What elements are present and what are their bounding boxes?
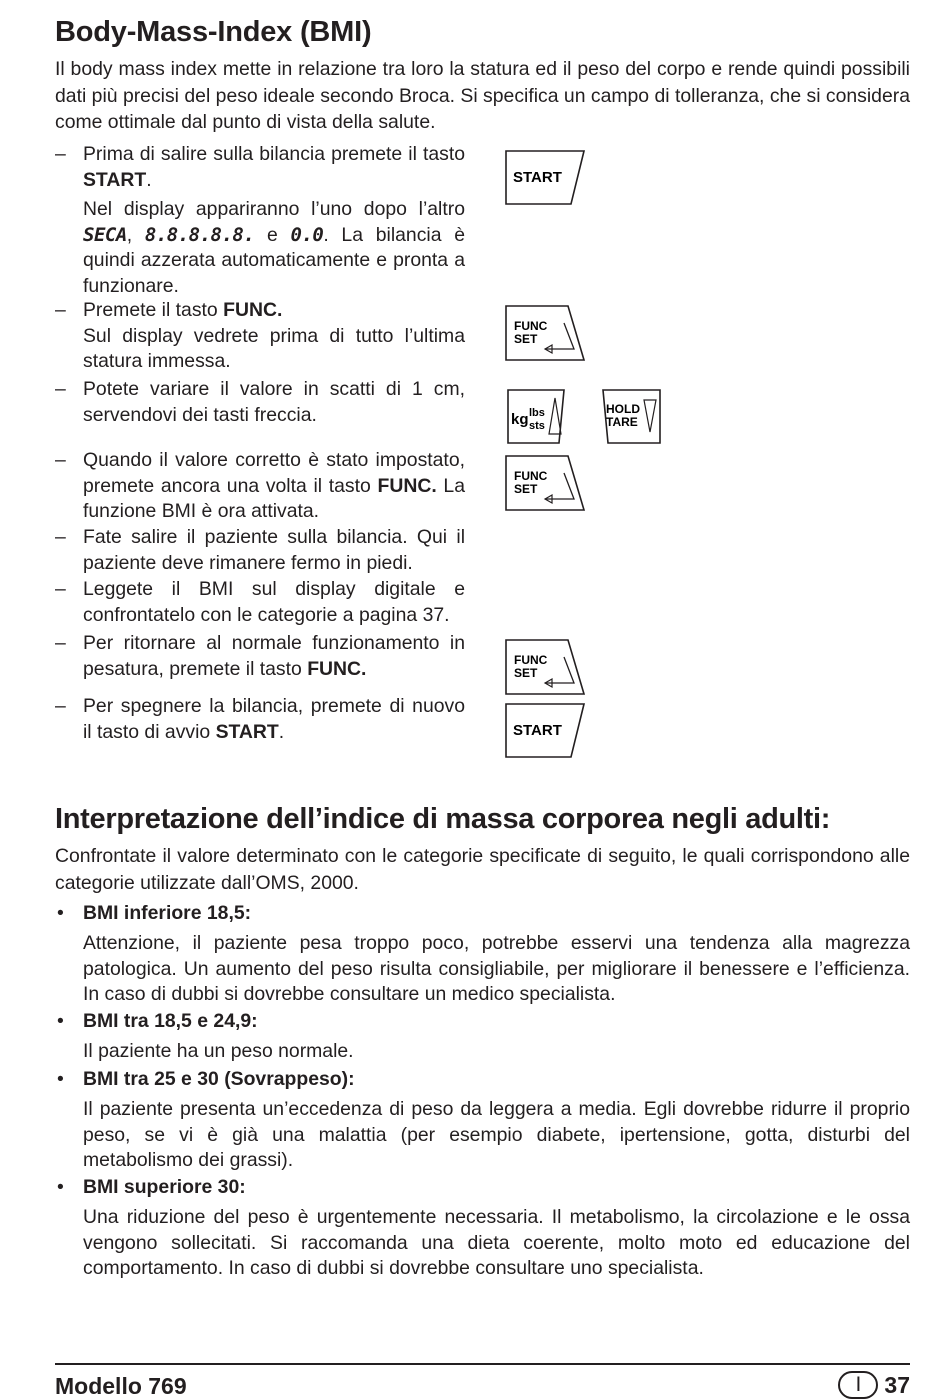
hold-tare-key-icon xyxy=(602,388,664,446)
section-intro: Confrontate il valore determinato con le categorie specificate di seguito, le quali corrispondono alle categorie utilizzate dall’OMS, 2000. xyxy=(55,845,910,894)
category-heading: • BMI tra 18,5 e 24,9: xyxy=(57,1010,258,1032)
svg-text:kg: kg xyxy=(511,411,529,428)
func-set-key-icon xyxy=(505,455,587,513)
kg-lbs-sts-key-icon xyxy=(507,388,567,446)
svg-text:SET: SET xyxy=(514,666,538,680)
step-func-confirm: – Quando il valore corretto è stato impostato, premete ancora una volta il tasto FUNC. La funzione BMI è ora attivata. xyxy=(55,449,465,522)
footer-model: Modello 769 xyxy=(55,1373,187,1399)
svg-text:FUNC: FUNC xyxy=(514,653,548,667)
display-all-segments: 8.8.8.8.8. xyxy=(144,223,255,246)
display-zero: 0.0 xyxy=(290,223,324,246)
section-title: Interpretazione dell’indice di massa corporea negli adulti: xyxy=(55,803,831,835)
svg-text:FUNC: FUNC xyxy=(514,319,548,333)
step-patient: – Fate salire il paziente sulla bilancia. Qui il paziente deve rimanere fermo in piedi. xyxy=(55,526,465,574)
display-sequence-text: Nel display appariranno l’uno dopo l’altro SECA, 8.8.8.8.8. e 0.0. La bilancia è quindi azzerata automaticamente e pronta a funzionare. xyxy=(83,198,465,297)
step-off: – Per spegnere la bilancia, premete di nuovo il tasto di avvio START. xyxy=(55,695,465,743)
footer-page xyxy=(838,1371,910,1399)
footer-rule xyxy=(55,1363,910,1365)
step-func: – Premete il tasto FUNC. Sul display vedrete prima di tutto l’ultima statura immessa. xyxy=(55,299,465,372)
language-badge: I xyxy=(838,1371,878,1399)
category-heading: • BMI tra 25 e 30 (Sovrappeso): xyxy=(57,1068,355,1090)
step-read-bmi: – Leggete il BMI sul display digitale e confrontatelo con le categorie a pagina 37. xyxy=(55,578,465,626)
step-start: – Prima di salire sulla bilancia premete il tasto START. Nel display appariranno l’uno dopo l’altro SECA, 8.8.8.8.8. e 0.0. La bilancia è quindi azzerata automaticamente e pronta a funzionare. xyxy=(55,142,465,299)
intro-paragraph: Il body mass index mette in relazione tra loro la statura ed il peso del corpo e rende quindi possibili dati più precisi del peso ideale secondo Broca. Si specifica un campo di tolleranza, che si considera come ottimale dal punto di vista della salute. xyxy=(55,58,910,133)
start-key-icon xyxy=(505,150,585,206)
page-title: Body-Mass-Index (BMI) xyxy=(55,16,372,48)
category-description: Il paziente presenta un’eccedenza di peso da leggera a media. Egli dovrebbe ridurre il proprio peso, se vi è già una malattia (per esempio diabete, ipertensione, gotta, disturbi del metabolismo dei grassi). xyxy=(83,1098,910,1171)
start-key-label: START xyxy=(513,722,562,739)
svg-text:HOLD: HOLD xyxy=(606,402,640,416)
svg-text:SET: SET xyxy=(514,482,538,496)
svg-text:SET: SET xyxy=(514,332,538,346)
page-number: 37 xyxy=(884,1371,910,1398)
start-key-icon xyxy=(505,703,585,759)
category-heading: • BMI superiore 30: xyxy=(57,1176,246,1198)
svg-text:FUNC: FUNC xyxy=(514,469,548,483)
start-key-label: START xyxy=(513,169,562,186)
step-arrows: – Potete variare il valore in scatti di 1 cm, servendovi dei tasti freccia. xyxy=(55,378,465,426)
display-seca: SECA xyxy=(83,223,127,246)
func-set-key-icon xyxy=(505,305,587,363)
step-return: – Per ritornare al normale funzionamento in pesatura, premete il tasto FUNC. xyxy=(55,632,465,680)
func-set-key-icon xyxy=(505,639,587,697)
dash: – xyxy=(55,143,66,165)
svg-text:TARE: TARE xyxy=(606,415,638,429)
category-description: Una riduzione del peso è urgentemente necessaria. Il metabolismo, la circolazione e le ossa vengono sollecitati. Si raccomanda una dieta coerente, molto moto ed educazione del comportamento. In caso di dubbi si dovrebbe consultare uno specialista. xyxy=(83,1206,910,1279)
category-heading: • BMI inferiore 18,5: xyxy=(57,902,252,924)
svg-text:sts: sts xyxy=(529,420,545,432)
category-description: Attenzione, il paziente pesa troppo poco, potrebbe esservi una tendenza alla magrezza patologica. Un aumento del peso risulta consigliabile, per migliorare il benessere e l’efficienza. In caso di dubbi si dovrebbe consultare un medico specialista. xyxy=(83,932,910,1005)
category-description: Il paziente ha un peso normale. xyxy=(83,1040,354,1062)
svg-text:lbs: lbs xyxy=(529,407,545,419)
